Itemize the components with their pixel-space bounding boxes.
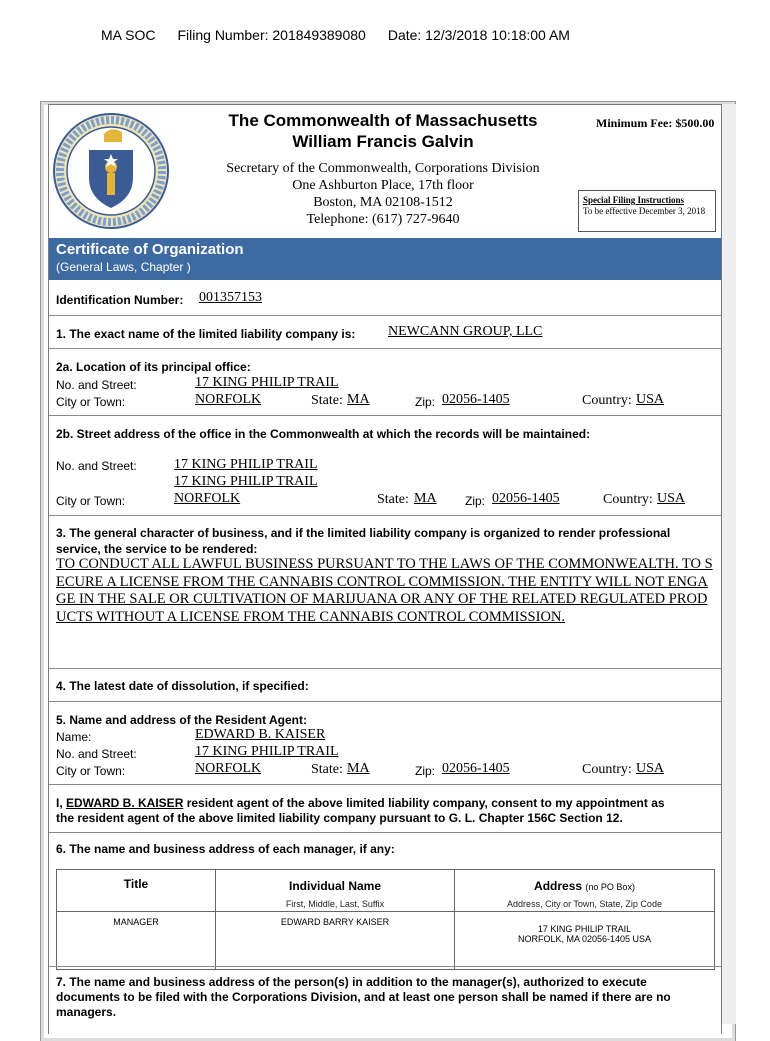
s2b-zip: 02056-1405 (492, 491, 560, 506)
city-line: Boston, MA 02108-1512 (313, 195, 453, 210)
divider (49, 784, 721, 785)
table-header-row (57, 870, 715, 912)
table-row (57, 912, 715, 970)
minimum-fee: Minimum Fee: $500.00 (596, 116, 715, 130)
col-title-label: Title (123, 877, 149, 891)
agent-name: EDWARD B. KAISER (195, 727, 326, 742)
col-address-header (455, 870, 715, 912)
company-name: NEWCANN GROUP, LLC (388, 324, 543, 339)
agent-state: MA (347, 761, 370, 776)
divider (49, 701, 721, 702)
sfi-title: Special Filing Instructions (583, 195, 685, 205)
division-address (200, 160, 566, 228)
manager-name: EDWARD BARRY KAISER (216, 912, 455, 970)
filing-header (101, 27, 592, 43)
s5-country-label: Country: (582, 762, 632, 777)
agent-street: 17 KING PHILIP TRAIL (195, 744, 339, 759)
consent-text-1: resident agent of the above limited liability company, consent to my appointment as (186, 796, 665, 810)
col-address-sub: Address, City or Town, State, Zip Code (507, 899, 662, 909)
s6-label: 6. The name and business address of each manager, if any: (56, 842, 395, 856)
s2a-country-label: Country: (582, 393, 632, 408)
s2b-state-label: State: (377, 492, 409, 507)
filing-number: Filing Number: 201849389080 (177, 27, 366, 43)
consent-line-1 (56, 796, 665, 810)
secretary-name: William Francis Galvin (292, 132, 474, 151)
ident-label: Identification Number: (56, 293, 184, 307)
agent-country: USA (636, 761, 665, 776)
col-name-header (216, 870, 455, 912)
s3-label-1: 3. The general character of business, and if the limited liability company is organized to render professional (56, 526, 671, 540)
s2a-zip-label: Zip: (415, 395, 436, 409)
s4-label: 4. The latest date of dissolution, if specified: (56, 679, 309, 693)
s5-name-label: Name: (56, 730, 92, 744)
col-address-label (459, 872, 710, 893)
manager-address-line-1: 17 KING PHILIP TRAIL (537, 924, 632, 934)
address-line: One Ashburton Place, 17th floor (292, 178, 474, 193)
certificate-subtitle: (General Laws, Chapter ) (56, 260, 191, 274)
s2a-label: 2a. Location of its principal office: (56, 360, 251, 374)
commonwealth-title: The Commonwealth of Massachusetts (228, 111, 538, 130)
s2b-street-label: No. and Street: (56, 459, 137, 473)
soc-label: MA SOC (101, 27, 156, 43)
agent-city: NORFOLK (195, 761, 262, 776)
col-name-label: Individual Name (288, 879, 382, 893)
header-title-block (200, 110, 566, 228)
frame-edge (722, 104, 736, 1024)
s2a-city: NORFOLK (195, 392, 262, 407)
sfi-text: To be effective December 3, 2018 (583, 206, 706, 216)
divider (49, 966, 721, 967)
business-purpose: TO CONDUCT ALL LAWFUL BUSINESS PURSUANT TO THE LAWS OF THE COMMONWEALTH. TO SECURE A LICENSE FROM THE CANNABIS CONTROL COMMISSION. THE ENTITY WILL NOT ENGAGE IN THE SALE OR CULTIVATION OF MARIJUANA OR ANY OF THE RELATED REGULATED PRODUCTS WITHOUT A LICENSE FROM THE CANNABIS CONTROL COMMISSION. (56, 556, 713, 625)
s2b-country-label: Country: (603, 492, 653, 507)
s5-street-label: No. and Street: (56, 747, 137, 761)
divider (49, 415, 721, 416)
managers-table (56, 869, 715, 970)
manager-address-line-2: NORFOLK, MA 02056-1405 USA (517, 934, 652, 944)
col-address-title: Address (534, 879, 583, 893)
special-filing-instructions (578, 190, 716, 232)
s2a-state-label: State: (311, 393, 343, 408)
s1-label: 1. The exact name of the limited liability company is: (56, 327, 356, 341)
s2b-city-label: City or Town: (56, 494, 126, 508)
certificate-banner (49, 238, 721, 280)
divider (49, 315, 721, 316)
s2a-street: 17 KING PHILIP TRAIL (195, 375, 339, 390)
consent-agent-name: EDWARD B. KAISER (66, 796, 184, 810)
certificate-title: Certificate of Organization (56, 241, 244, 258)
col-name-sub: First, Middle, Last, Suffix (285, 899, 385, 909)
divider (49, 668, 721, 669)
s5-zip-label: Zip: (415, 764, 436, 778)
divider (49, 832, 721, 833)
s2b-street-2: 17 KING PHILIP TRAIL (174, 474, 318, 489)
s2a-state: MA (347, 392, 370, 407)
s5-city-label: City or Town: (56, 764, 126, 778)
s2b-label: 2b. Street address of the office in the Commonwealth at which the records will be maintained: (56, 427, 591, 441)
s2b-city: NORFOLK (174, 491, 241, 506)
manager-address (455, 912, 715, 970)
s7-label-2: documents to be filed with the Corporations Division, and at least one person shall be named if there are no (56, 990, 671, 1004)
consent-i: I, (56, 796, 63, 810)
s2b-state: MA (414, 491, 437, 506)
ident-value: 001357153 (199, 290, 262, 305)
s2b-zip-label: Zip: (465, 494, 486, 508)
divider (49, 348, 721, 349)
s2a-city-label: City or Town: (56, 395, 126, 409)
s2b-country: USA (657, 491, 686, 506)
consent-line-2: the resident agent of the above limited liability company pursuant to G. L. Chapter 156C Section 12. (56, 811, 623, 825)
col-title-header (57, 870, 216, 912)
s7-label-3: managers. (56, 1005, 117, 1019)
s7-label-1: 7. The name and business address of the person(s) in addition to the manager(s), authorized to execute (56, 975, 647, 989)
s3-label-2: service, the service to be rendered: (56, 542, 258, 556)
telephone-line: Telephone: (617) 727-9640 (306, 212, 460, 227)
divider (49, 515, 721, 516)
s5-label: 5. Name and address of the Resident Agent: (56, 713, 307, 727)
s2b-street-1: 17 KING PHILIP TRAIL (174, 457, 318, 472)
agent-zip: 02056-1405 (442, 761, 510, 776)
manager-title: MANAGER (57, 912, 216, 970)
s2a-street-label: No. and Street: (56, 378, 137, 392)
massachusetts-seal-icon (52, 112, 170, 230)
filing-date: Date: 12/3/2018 10:18:00 AM (387, 27, 570, 43)
col-address-note: (no PO Box) (585, 882, 635, 892)
s5-state-label: State: (311, 762, 343, 777)
s2a-zip: 02056-1405 (442, 392, 510, 407)
s2a-country: USA (636, 392, 665, 407)
division-line: Secretary of the Commonwealth, Corporations Division (226, 161, 540, 176)
